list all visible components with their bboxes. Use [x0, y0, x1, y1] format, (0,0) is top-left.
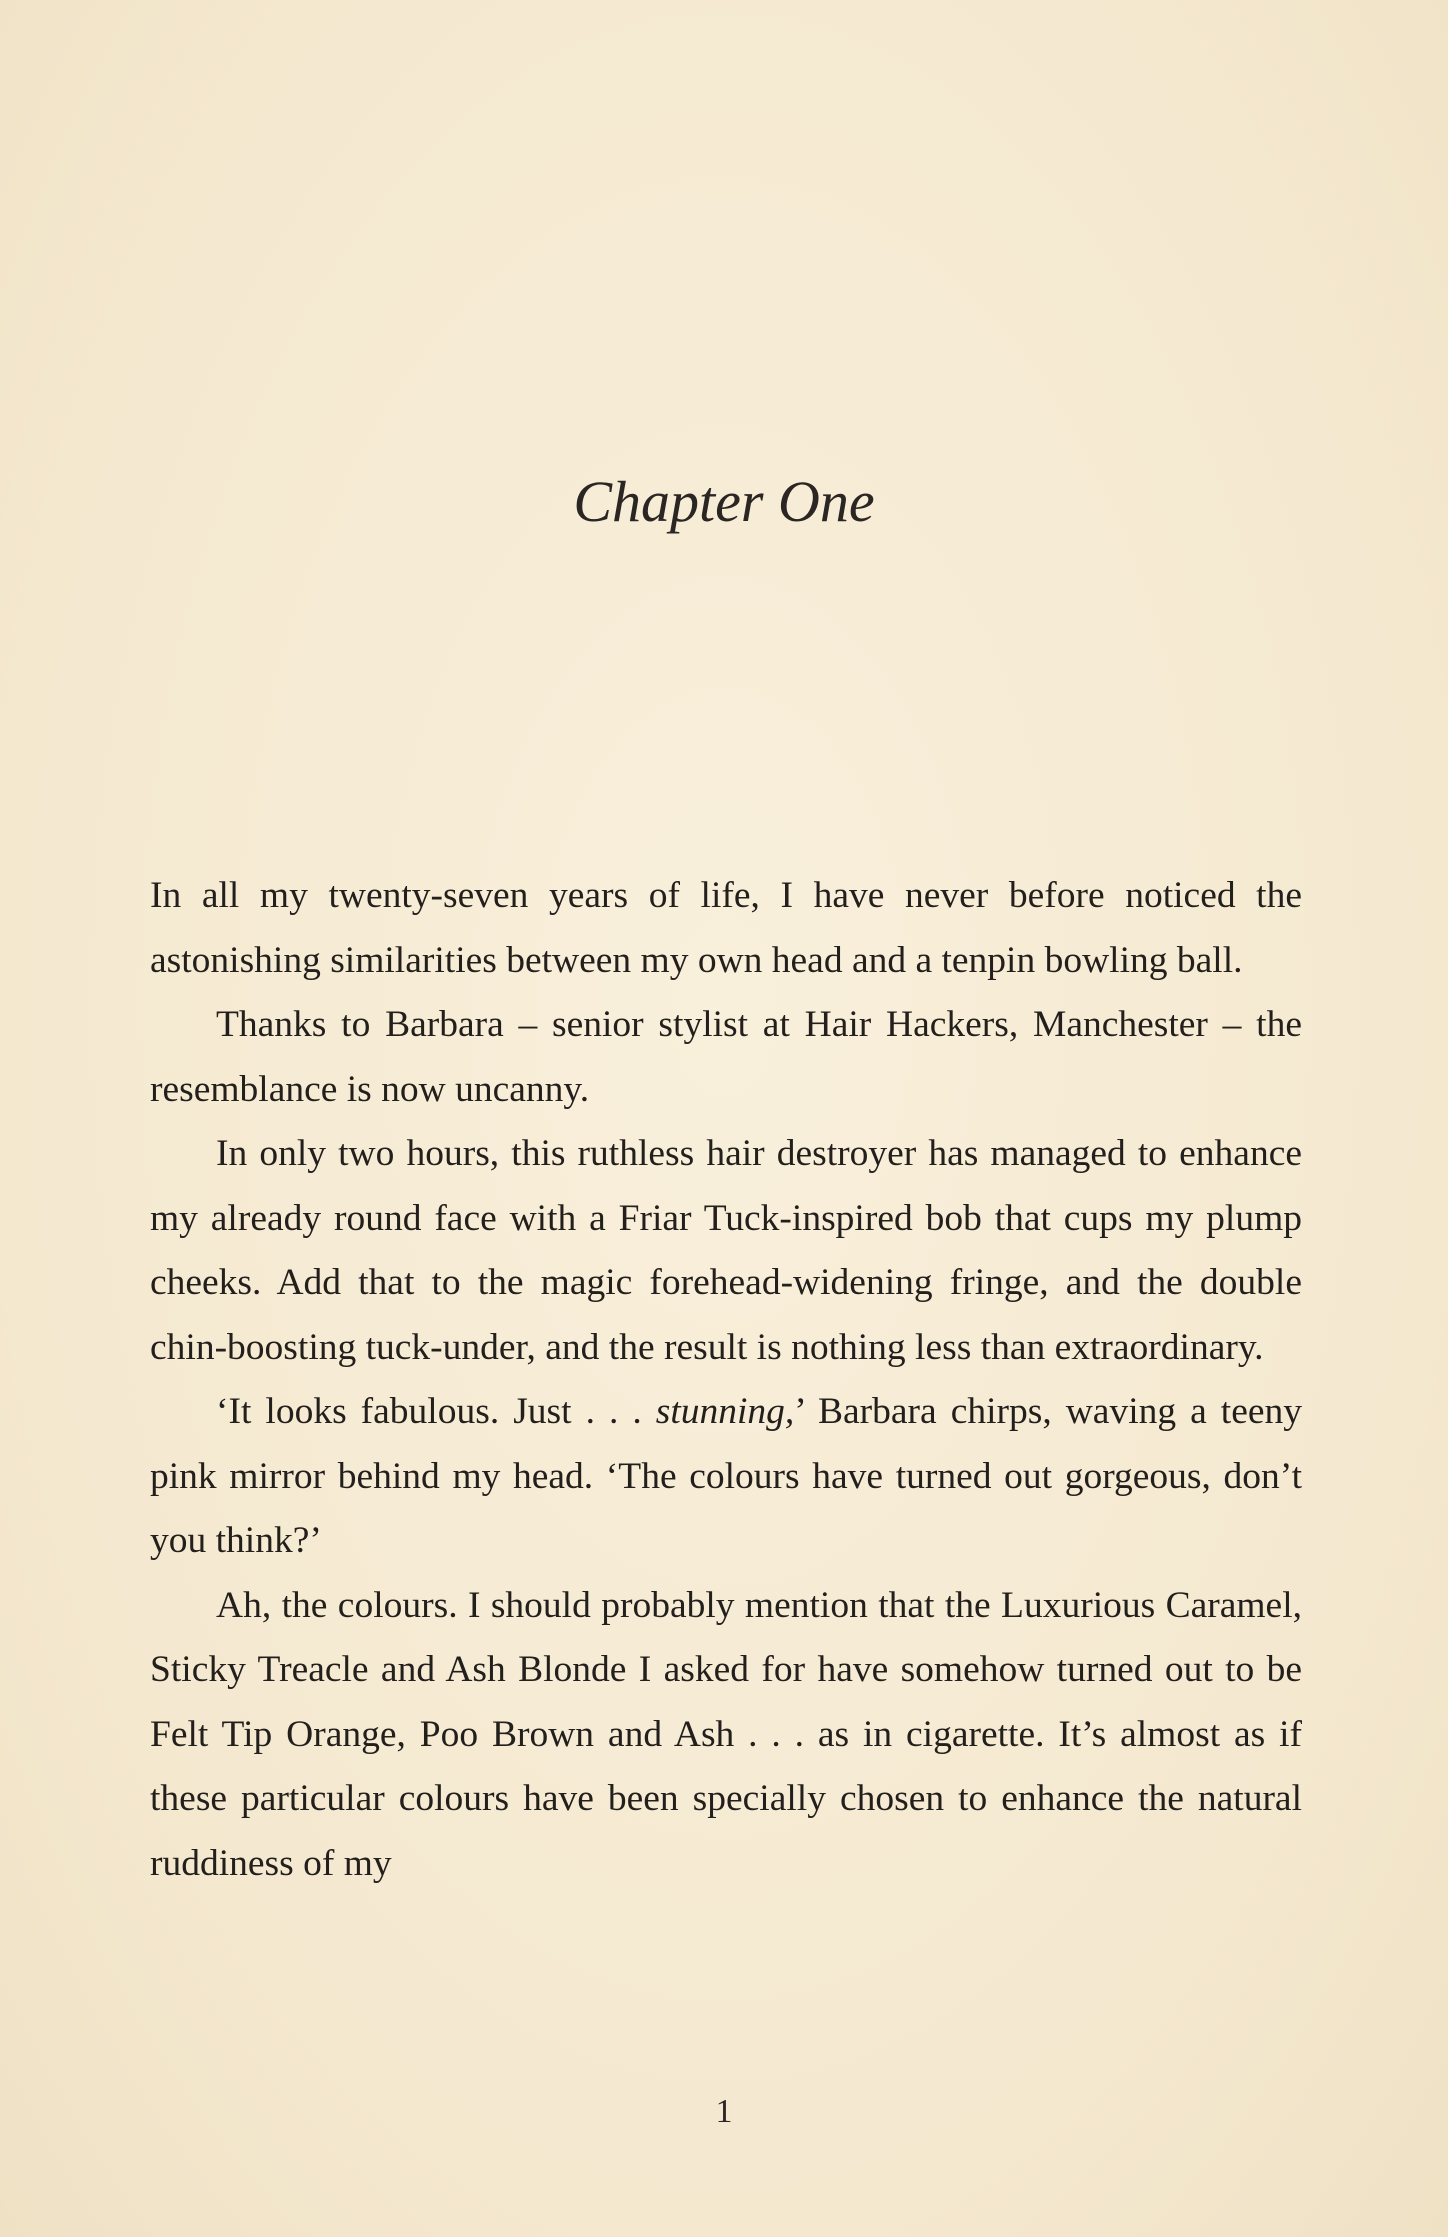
paragraph-4: [150, 1380, 1302, 1574]
body-text: [150, 864, 1302, 1896]
paragraph-4-end: ’ Barbara chirps, waving a teeny pink mirror behind my head. ‘The colours have turned out gorgeous, don’t you think?’: [150, 1391, 1302, 1561]
page-number: 1: [715, 2093, 733, 2130]
paragraph-4-start: ‘It looks fabulous. Just . . .: [216, 1391, 656, 1432]
paragraph-3: In only two hours, this ruthless hair destroyer has managed to enhance my already round face with a Friar Tuck-inspired bob that cups my plump cheeks. Add that to the magic forehead-widening fringe, and the double chin-boosting tuck-under, and the result is nothing less than extraordinary.: [150, 1133, 1302, 1368]
paragraph-1: In all my twenty-seven years of life, I have never before noticed the astonishing similarities between my own head and a tenpin bowling ball.: [150, 875, 1302, 981]
chapter-title: Chapter One: [573, 469, 875, 534]
paragraph-4-emphasis: stunning,: [655, 1391, 795, 1432]
paragraph-5: Ah, the colours. I should probably mention that the Luxurious Caramel, Sticky Treacle and Ash Blonde I asked for have somehow turned out to be Felt Tip Orange, Poo Brown and Ash . . . as in cigarette. It’s almost as if these particular colours have been specially chosen to enhance the natural ruddiness of my: [150, 1584, 1302, 1884]
paragraph-2: Thanks to Barbara – senior stylist at Hair Hackers, Manchester – the resemblance is now uncanny.: [150, 1004, 1302, 1110]
